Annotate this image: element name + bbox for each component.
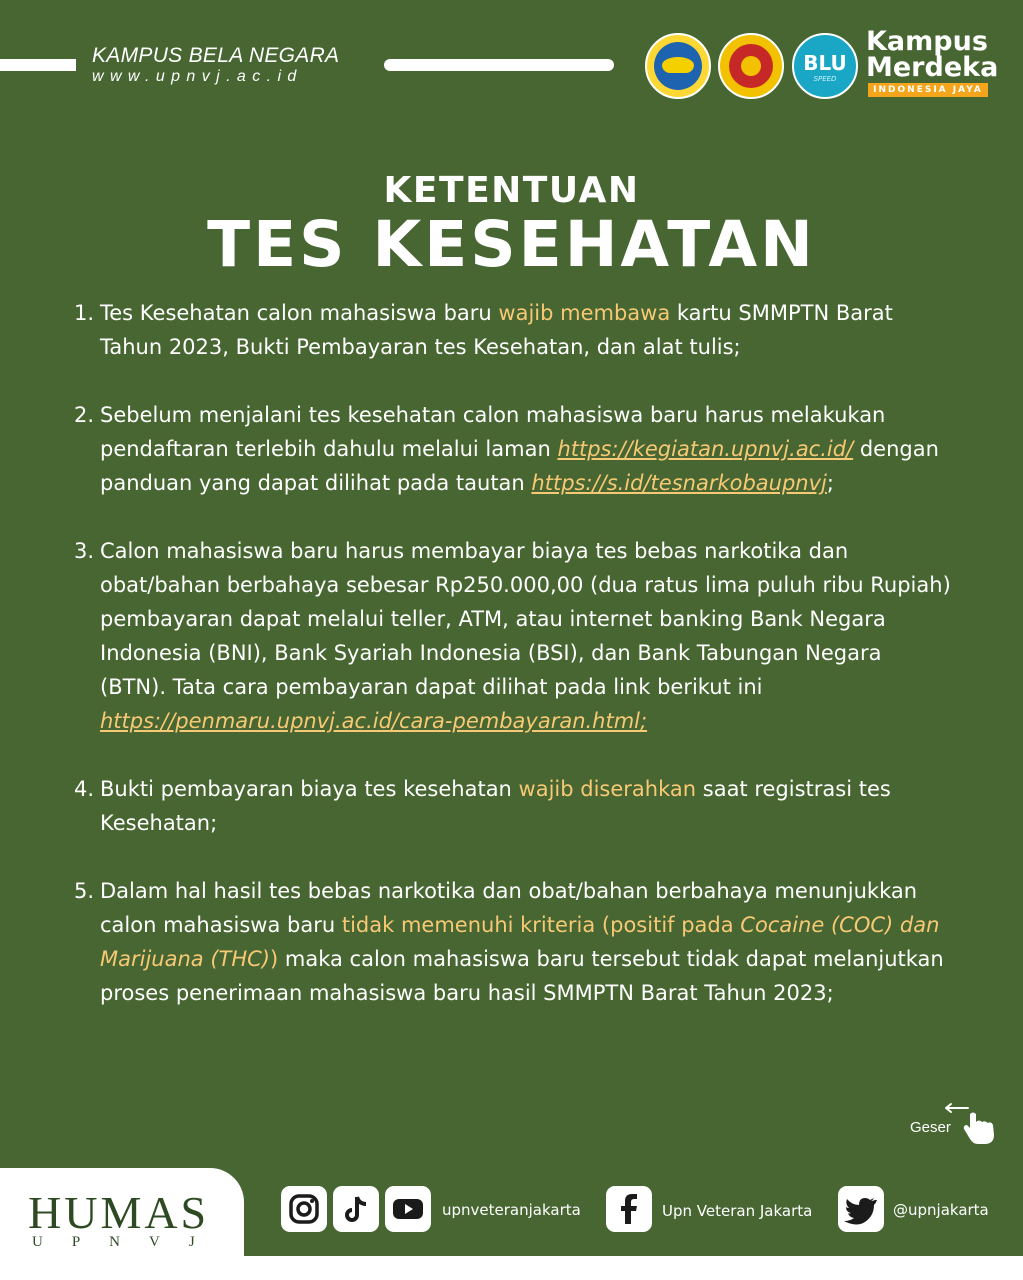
tesnarkoba-link[interactable]: https://s.id/tesnarkobaupnvj (531, 471, 827, 495)
upn-veteran-logo (718, 33, 784, 99)
item-highlight-italic: Cocaine (COC) dan Marijuana (THC) (100, 913, 940, 971)
tut-wuri-handayani-logo (645, 33, 711, 99)
brand-website: www.upnvj.ac.id (92, 68, 303, 85)
blu-logo-sub: SPEED (813, 75, 837, 83)
facebook-icon[interactable] (606, 1186, 652, 1232)
item-number: 5. (74, 879, 95, 903)
list-item (74, 296, 954, 364)
list-item (74, 398, 954, 500)
item-text: ; (826, 471, 834, 495)
item-text: dengan panduan yang dapat dilihat pada tautan (100, 437, 939, 495)
kampus-merdeka-line3: INDONESIA JAYA (868, 83, 988, 97)
item-highlight: ) (270, 947, 279, 971)
item-text: saat registrasi tes Kesehatan; (100, 777, 891, 835)
header-line-left (0, 59, 76, 71)
swipe-label[interactable]: Geser (910, 1119, 951, 1136)
item-number: 2. (74, 403, 95, 427)
rules-list (74, 296, 954, 1044)
item-number: 1. (74, 301, 95, 325)
header-line-right (384, 59, 614, 71)
list-item (74, 874, 954, 1010)
twitter-icon[interactable] (838, 1186, 884, 1232)
item-text: maka calon mahasiswa baru tersebut tidak dapat melanjutkan proses penerimaan mahasiswa baru hasil SMMPTN Barat Tahun 2023; (100, 947, 944, 1005)
item-number: 4. (74, 777, 95, 801)
cara-pembayaran-link[interactable]: https://penmaru.upnvj.ac.id/cara-pembayaran.html; (100, 709, 648, 733)
list-item (74, 772, 954, 840)
item-text: Tes Kesehatan calon mahasiswa baru (100, 301, 499, 325)
item-highlight: tidak memenuhi kriteria (positif pada (341, 913, 741, 937)
item-text: Bukti pembayaran biaya tes kesehatan (100, 777, 519, 801)
kegiatan-link[interactable]: https://kegiatan.upnvj.ac.id/ (557, 437, 854, 461)
item-highlight: wajib diserahkan (518, 777, 697, 801)
swipe-hand-icon[interactable] (940, 1100, 1000, 1144)
item-text: Dalam hal hasil tes bebas narkotika dan obat/bahan berbahaya menunjukkan calon mahasiswa baru (100, 879, 918, 937)
humas-logo-sub: UPNVJ (32, 1234, 224, 1250)
kampus-merdeka-line2: Merdeka (866, 52, 999, 83)
item-text: Calon mahasiswa baru harus membayar biaya tes bebas narkotika dan obat/bahan berbahaya sebesar Rp250.000,00 (dua ratus lima puluh ribu Rupiah) pembayaran dapat melalui teller, ATM, atau internet banking Bank Negara Indonesia (BNI), Bank Syariah Indonesia (BSI), dan Bank Tabungan Negara (BTN). Tata cara pembayaran dapat dilihat pada link berikut ini (100, 539, 951, 699)
item-text: Sebelum menjalani tes kesehatan calon mahasiswa baru harus melakukan pendaftaran terlebih dahulu melalui laman (100, 403, 886, 461)
page-title: TES KESEHATAN (207, 208, 816, 281)
blu-logo-text: BLU (803, 51, 847, 75)
item-number: 3. (74, 539, 95, 563)
title-small: KETENTUAN (383, 170, 640, 211)
upn-emblem-icon (741, 56, 761, 76)
tiktok-icon[interactable] (333, 1186, 379, 1232)
item-text: kartu SMMPTN Barat Tahun 2023, Bukti Pembayaran tes Kesehatan, dan alat tulis; (100, 301, 893, 359)
list-item (74, 534, 954, 738)
humas-logo-text: HUMAS (28, 1187, 210, 1238)
upn-inner-circle (729, 44, 773, 88)
item-highlight: wajib membawa (498, 301, 671, 325)
facebook-handle[interactable]: Upn Veteran Jakarta (662, 1202, 813, 1220)
brand-tagline: KAMPUS BELA NEGARA (92, 44, 340, 67)
blu-speed-logo (792, 33, 858, 99)
tut-wuri-emblem-icon (662, 57, 694, 73)
twitter-handle[interactable]: @upnjakarta (893, 1201, 989, 1219)
kampus-merdeka-line1: Kampus (866, 26, 988, 57)
instagram-handle[interactable]: upnveteranjakarta (442, 1201, 581, 1219)
youtube-icon[interactable] (385, 1186, 431, 1232)
instagram-icon[interactable] (281, 1186, 327, 1232)
